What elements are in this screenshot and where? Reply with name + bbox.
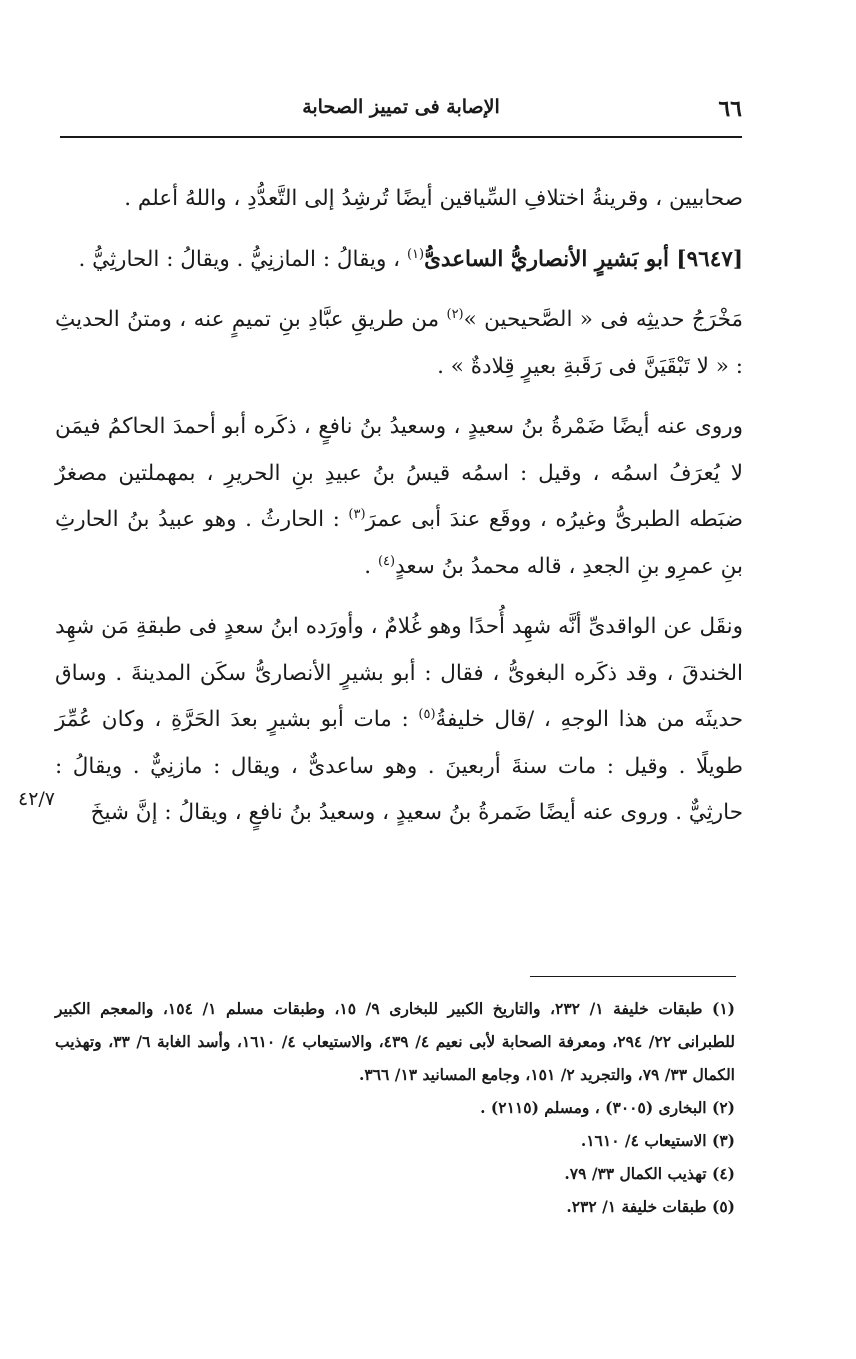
paragraph-1 — [55, 176, 743, 223]
header-rule — [60, 136, 742, 138]
footnote-marker-1[interactable]: (١) — [406, 246, 425, 262]
paragraph-3-text-a: مَخْرَجُ حديثِه فى « الصَّحيحين » — [463, 307, 743, 332]
footnote-5: (٥) طبقات خليفة ١/ ٢٣٢. — [566, 1197, 735, 1216]
paragraph-5 — [55, 604, 743, 837]
margin-volume-page-ref: ٤٢/٧ — [18, 788, 56, 810]
paragraph-1-text: صحابيين ، وقرينةُ اختلافِ السِّياقين أيضًا تُرشِدُ إلى التَّعدُّدِ ، واللهُ أعلم . — [124, 186, 743, 211]
footnote-1: (١) طبقات خليفة ١/ ٢٣٢، والتاريخ الكبير للبخارى ٩/ ١٥، وطبقات مسلم ١/ ١٥٤، والمعجم الكبير للطبرانى ٢٢/ ٢٩٤، ومعرفة الصحابة لأبى نعيم ٤/ ٤٣٩، والاستيعاب ٤/ ١٦١٠، وأسد الغابة ٦/ ٣٣، وتهذيب الكمال ٣٣/ ٧٩، والتجريد ٢/ ١٥١، وجامع المسانيد ١٣/ ٣٦٦. — [55, 999, 736, 1084]
footnote-marker-5[interactable]: (٥) — [418, 706, 436, 722]
paragraph-4-text-c: . — [364, 553, 378, 579]
footnote-2: (٢) البخارى (٣٠٠٥) ، ومسلم (٢١١٥) . — [480, 1098, 735, 1117]
footnote-marker-4[interactable]: (٤) — [377, 553, 396, 569]
footnote-3: (٣) الاستيعاب ٤/ ١٦١٠. — [580, 1131, 735, 1150]
paragraph-5-text-b: : مات أبو بشيرٍ بعدَ الحَرَّةِ ، وكان عُمِّرَ طويلًا . وقيل : مات سنةَ أربعينَ . وهو ساعدىٌّ ، ويقال : مازنِيٌّ . ويقالُ : حارثِيٌّ . وروى عنه أيضًا ضَمرةُ بنُ سعيدٍ ، وسعيدُ بنُ نافعٍ ، ويقالُ : إنَّ شيخَ — [55, 707, 743, 825]
entry-heading-rest: ، ويقالُ : المازنِيُّ . ويقالُ : الحارثِيُّ . — [78, 246, 407, 272]
paragraph-3-text-b: من طريقِ عبَّادِ بنِ تميمٍ عنه ، ومتنُ الحديثِ : « لا تَبْقَيَنَّ فى رَقَبةِ بعيرٍ قِلادةٌ » . — [55, 307, 743, 379]
entry-heading: [٩٦٤٧] أبو بَشيرٍ الأنصاريُّ الساعدىُّ — [424, 246, 743, 272]
footnote-marker-3[interactable]: (٣) — [348, 506, 366, 522]
footnotes — [55, 992, 735, 1223]
main-text — [55, 176, 743, 837]
footnote-4: (٤) تهذيب الكمال ٣٣/ ٧٩. — [564, 1164, 735, 1183]
footnote-marker-2[interactable]: (٢) — [446, 306, 464, 322]
paragraph-3 — [55, 297, 743, 390]
paragraph-4-text-a: وروى عنه أيضًا ضَمْرةُ بنُ سعيدٍ ، وسعيدُ بنُ نافعٍ ، ذكَره أبو أحمدَ الحاكمُ فيمَن لا يُعرَفُ اسمُه ، وقيل : اسمُه قيسُ بنُ عبيدِ بنِ الحريرِ ، بمهملتين مصغرٌ ضبَطه الطبرىُّ وغيرُه ، ووقَع عندَ أبى عمرَ — [55, 414, 743, 532]
entry-9647 — [55, 237, 743, 284]
page-number: ٦٦ — [718, 96, 742, 122]
page-header — [60, 96, 742, 126]
paragraph-4 — [55, 404, 743, 590]
running-title: الإصابة فى تمييز الصحابة — [302, 96, 500, 118]
paragraph-4-text-b: : الحارثُ . وهو عبيدُ بنُ الحارثِ بنِ عمرِو بنِ الجعدِ ، قاله محمدُ بنُ سعدٍ — [55, 507, 743, 579]
footnote-rule — [530, 976, 736, 977]
paragraph-5-text-a: ونقَل عن الواقدىِّ أنَّه شهِد أُحدًا وهو غُلامٌ ، وأورَده ابنُ سعدٍ فى طبقةِ مَن شهِد الخندقَ ، وقد ذكَره البغوىُّ ، فقال : أبو بشيرٍ الأنصارىُّ سكَن المدينةَ . وساق حديثَه من هذا الوجهِ ، /قال خليفةُ — [55, 614, 743, 732]
